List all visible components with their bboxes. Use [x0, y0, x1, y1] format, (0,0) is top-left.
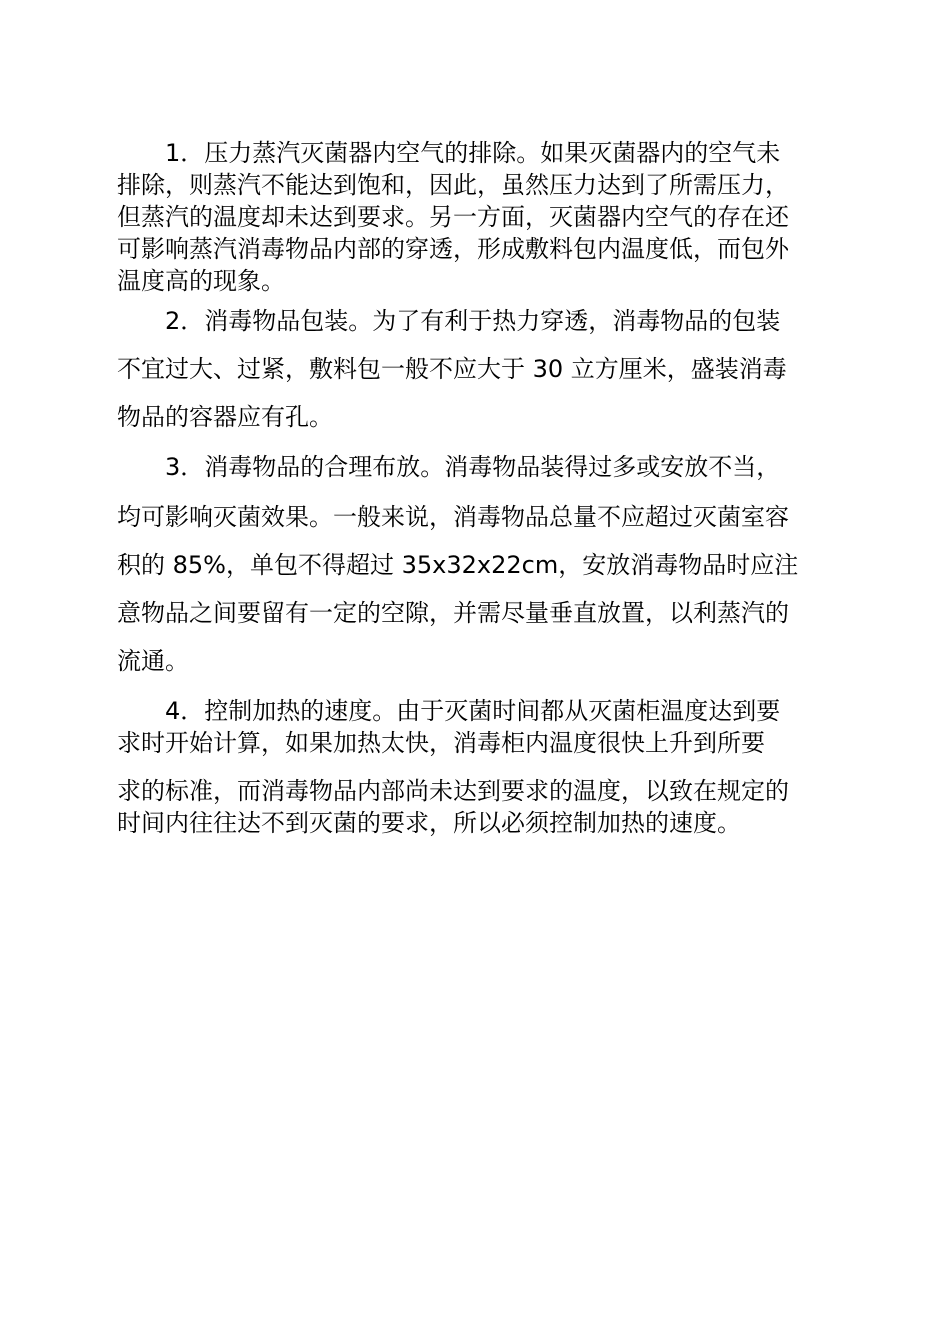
paragraph-line: 2．消毒物品包装。为了有利于热力穿透，消毒物品的包装 — [165, 307, 781, 335]
paragraph-line: 流通。 — [117, 647, 189, 675]
paragraph-line: 3．消毒物品的合理布放。消毒物品装得过多或安放不当， — [165, 453, 781, 481]
paragraph-line: 物品的容器应有孔。 — [117, 403, 333, 431]
paragraph-line: 不宜过大、过紧，敷料包一般不应大于 30 立方厘米，盛装消毒 — [117, 355, 787, 383]
paragraph-line: 均可影响灭菌效果。一般来说，消毒物品总量不应超过灭菌室容 — [117, 503, 789, 531]
paragraph-line: 温度高的现象。 — [117, 267, 285, 295]
paragraph-line: 时间内往往达不到灭菌的要求，所以必须控制加热的速度。 — [117, 809, 741, 837]
paragraph-line: 求时开始计算，如果加热太快，消毒柜内温度很快上升到所要 — [117, 729, 765, 757]
paragraph-line: 排除，则蒸汽不能达到饱和，因此，虽然压力达到了所需压力， — [117, 171, 789, 199]
paragraph-line: 1．压力蒸汽灭菌器内空气的排除。如果灭菌器内的空气未 — [165, 139, 781, 167]
paragraph-line: 意物品之间要留有一定的空隙，并需尽量垂直放置，以利蒸汽的 — [117, 599, 789, 627]
paragraph-line: 可影响蒸汽消毒物品内部的穿透，形成敷料包内温度低，而包外 — [117, 235, 789, 263]
paragraph-line: 求的标准，而消毒物品内部尚未达到要求的温度，以致在规定的 — [117, 777, 789, 805]
paragraph-line: 4．控制加热的速度。由于灭菌时间都从灭菌柜温度达到要 — [165, 697, 781, 725]
paragraph-line: 积的 85%，单包不得超过 35x32x22cm，安放消毒物品时应注 — [117, 551, 799, 579]
paragraph-line: 但蒸汽的温度却未达到要求。另一方面，灭菌器内空气的存在还 — [117, 203, 789, 231]
